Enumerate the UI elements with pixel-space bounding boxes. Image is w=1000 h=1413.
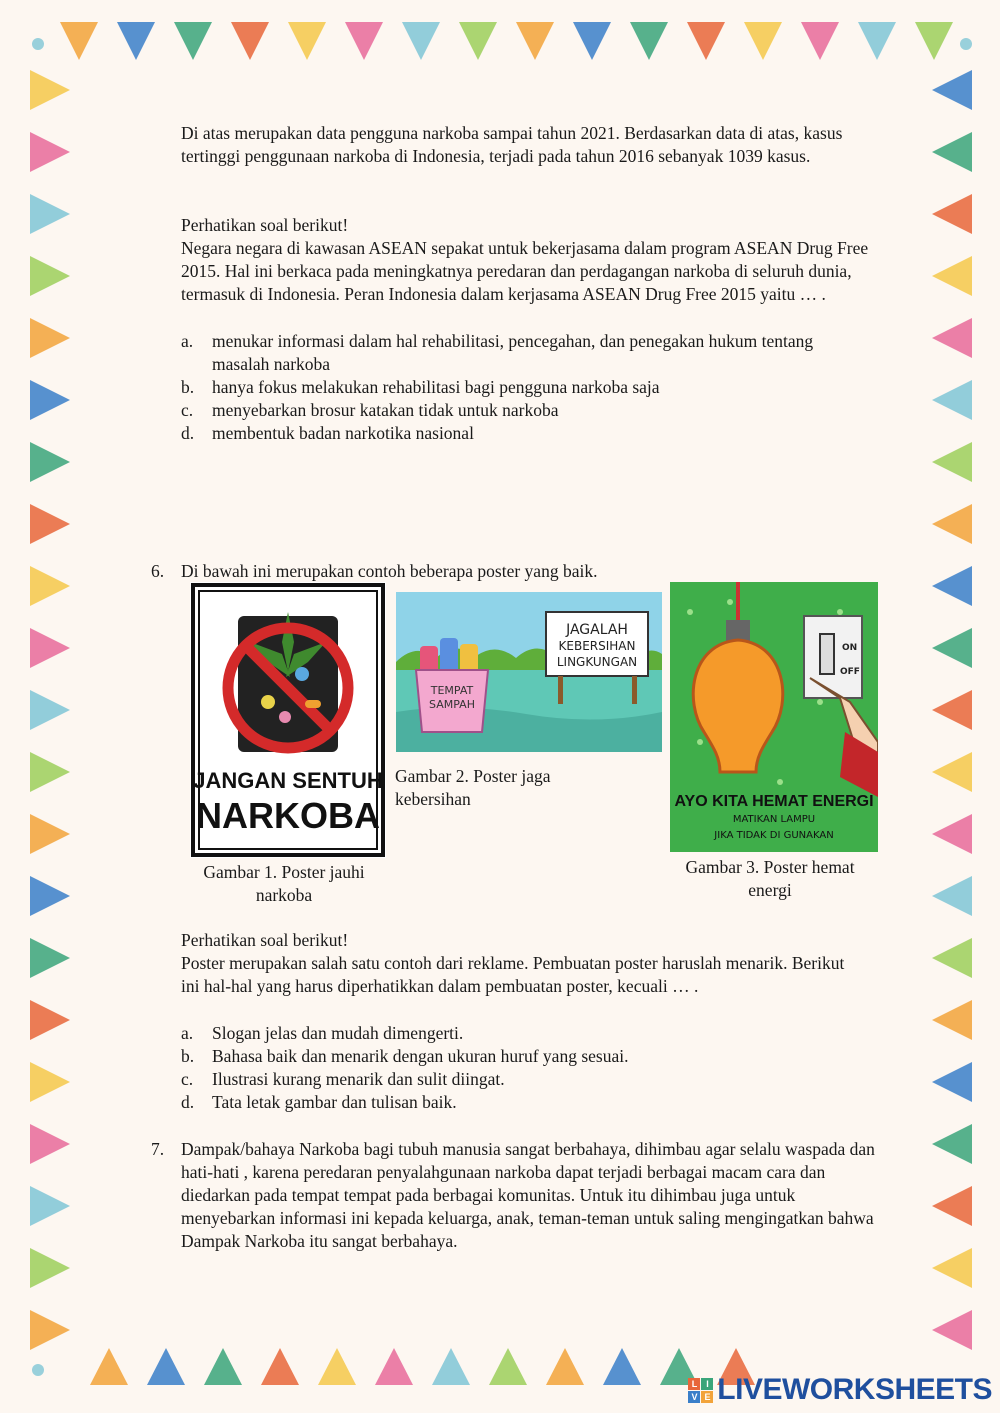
option-letter: b. <box>181 377 195 397</box>
border-triangle <box>489 1348 527 1385</box>
poster-narkoba <box>190 582 386 858</box>
border-triangle <box>30 1310 70 1350</box>
q6-question: Poster merupakan salah satu contoh dari reklame. Pembuatan poster haruslah menarik. Berikut ini hal-hal yang harus diperhatikkan dalam pembuatan poster, kecuali … . <box>181 953 845 996</box>
option-letter: c. <box>181 400 194 420</box>
liveworksheets-logo <box>688 1373 992 1407</box>
q6-option-b[interactable] <box>181 1045 861 1068</box>
border-triangle <box>30 132 70 172</box>
border-triangle <box>932 504 972 544</box>
q6-lead: Perhatikan soal berikut! <box>181 930 349 950</box>
border-triangle <box>932 628 972 668</box>
border-triangle <box>30 628 70 668</box>
option-letter: d. <box>181 1092 195 1112</box>
brand-name: LIVEWORKSHEETS <box>717 1373 992 1406</box>
border-triangle <box>573 22 611 60</box>
border-triangle <box>30 442 70 482</box>
q6-option-a[interactable] <box>181 1022 861 1045</box>
q5-option-b[interactable] <box>181 376 861 399</box>
poster2-sign-line1: JAGALAH <box>566 622 628 638</box>
border-triangle <box>30 318 70 358</box>
option-text: Bahasa baik dan menarik dengan ukuran huruf yang sesuai. <box>212 1046 629 1066</box>
poster2-bin-line1: TEMPAT <box>430 684 474 697</box>
poster3-line1: AYO KITA HEMAT ENERGI <box>674 793 874 810</box>
border-triangle <box>932 1310 972 1350</box>
border-triangle <box>459 22 497 60</box>
poster-kebersihan <box>396 592 662 752</box>
poster3-switch-on: ON <box>842 643 858 653</box>
border-triangle <box>30 1000 70 1040</box>
poster2-bin-line2: SAMPAH <box>429 698 475 711</box>
border-triangle <box>932 752 972 792</box>
border-triangle <box>117 22 155 60</box>
q6-text: Di bawah ini merupakan contoh beberapa poster yang baik. <box>181 561 598 581</box>
border-triangle <box>30 1062 70 1102</box>
option-letter: a. <box>181 331 194 351</box>
border-triangle <box>30 938 70 978</box>
border-triangle <box>318 1348 356 1385</box>
border-triangle <box>687 22 725 60</box>
border-triangle <box>30 814 70 854</box>
border-triangle <box>932 1186 972 1226</box>
border-triangle <box>204 1348 242 1385</box>
option-letter: b. <box>181 1046 195 1066</box>
border-triangle <box>932 814 972 854</box>
logo-letter: E <box>701 1391 713 1403</box>
border-triangle <box>932 256 972 296</box>
option-text: Ilustrasi kurang menarik dan sulit diingat. <box>212 1069 505 1089</box>
border-triangle <box>744 22 782 60</box>
q5-option-d[interactable] <box>181 422 861 445</box>
caption-gambar-2: Gambar 2. Poster jaga kebersihan <box>395 766 551 809</box>
border-triangle <box>147 1348 185 1385</box>
border-triangle <box>231 22 269 60</box>
option-text: membentuk badan narkotika nasional <box>212 423 474 443</box>
q5-lead: Perhatikan soal berikut! <box>181 215 349 235</box>
border-triangle <box>932 876 972 916</box>
poster1-line1: JANGAN SENTUH <box>193 768 383 793</box>
border-dot <box>960 38 972 50</box>
poster3-line3: JIKA TIDAK DI GUNAKAN <box>714 830 834 841</box>
q6-options <box>181 1022 861 1114</box>
poster2-sign-line3: LINGKUNGAN <box>556 655 638 669</box>
option-letter: c. <box>181 1069 194 1089</box>
border-triangle <box>375 1348 413 1385</box>
border-triangle <box>174 22 212 60</box>
border-triangle <box>30 70 70 110</box>
poster3-line2: MATIKAN LAMPU <box>732 814 816 825</box>
logo-letter: L <box>688 1378 700 1390</box>
poster2-sign-line2: KEBERSIHAN <box>558 639 636 653</box>
border-triangle <box>932 1000 972 1040</box>
border-triangle <box>30 566 70 606</box>
border-triangle <box>932 132 972 172</box>
poster1-line2: NARKOBA <box>196 795 380 836</box>
intro-paragraph: Di atas merupakan data pengguna narkoba sampai tahun 2021. Berdasarkan data di atas, kasus tertinggi penggunaan narkoba di Indonesia, terjadi pada tahun 2016 sebanyak 1039 kasus. <box>181 123 843 166</box>
q6-option-d[interactable] <box>181 1091 861 1114</box>
border-triangle <box>603 1348 641 1385</box>
poster3-switch-off: OFF <box>840 667 860 677</box>
border-triangle <box>90 1348 128 1385</box>
option-letter: d. <box>181 423 195 443</box>
border-triangle <box>932 690 972 730</box>
border-triangle <box>932 318 972 358</box>
border-triangle <box>30 1124 70 1164</box>
border-triangle <box>932 194 972 234</box>
border-triangle <box>630 22 668 60</box>
border-triangle <box>30 194 70 234</box>
option-letter: a. <box>181 1023 194 1043</box>
border-triangle <box>932 1062 972 1102</box>
border-triangle <box>932 380 972 420</box>
q5-option-a[interactable] <box>181 330 861 376</box>
caption-gambar-1: Gambar 1. Poster jauhi narkoba <box>203 862 365 905</box>
border-triangle <box>30 752 70 792</box>
q7-number: 7. <box>151 1139 165 1159</box>
border-triangle <box>30 1186 70 1226</box>
border-triangle <box>932 1124 972 1164</box>
border-triangle <box>858 22 896 60</box>
liveworksheets-logo-icon <box>688 1378 713 1403</box>
option-text: menyebarkan brosur katakan tidak untuk narkoba <box>212 400 559 420</box>
q5-options <box>181 330 861 445</box>
border-dot <box>32 1364 44 1376</box>
border-triangle <box>801 22 839 60</box>
border-triangle <box>546 1348 584 1385</box>
q5-text: Negara negara di kawasan ASEAN sepakat untuk bekerjasama dalam program ASEAN Drug Free 2015. Hal ini berkaca pada meningkatnya peredaran dan perdagangan narkoba di seluruh dunia, termasuk di Indonesia. Peran Indonesia dalam kerjasama ASEAN Drug Free 2015 yaitu … . <box>181 238 869 304</box>
border-triangle <box>30 504 70 544</box>
border-triangle <box>932 1248 972 1288</box>
logo-letter: I <box>701 1378 713 1390</box>
border-triangle <box>30 690 70 730</box>
border-triangle <box>932 566 972 606</box>
border-triangle <box>30 380 70 420</box>
q7-text: Dampak/bahaya Narkoba bagi tubuh manusia sangat berbahaya, dihimbau agar selalu waspada dan hati-hati , karena peredaran penyalahgunaan narkoba dapat terjadi berbagai macam cara dan diedarkan pada tempat tempat pada berbagai komunitas. Untuk itu dihimbau juga untuk menyebarkan informasi ini kepada keluarga, anak, teman-teman untuk saling mengingatkan bahwa Dampak Narkoba itu sangat berbahaya. <box>181 1139 875 1251</box>
border-triangle <box>915 22 953 60</box>
option-text: Slogan jelas dan mudah dimengerti. <box>212 1023 464 1043</box>
border-triangle <box>932 442 972 482</box>
border-triangle <box>345 22 383 60</box>
border-triangle <box>932 938 972 978</box>
border-triangle <box>261 1348 299 1385</box>
option-text: Tata letak gambar dan tulisan baik. <box>212 1092 457 1112</box>
border-triangle <box>432 1348 470 1385</box>
border-dot <box>32 38 44 50</box>
border-triangle <box>30 1248 70 1288</box>
poster-hemat-energi <box>670 582 878 852</box>
logo-letter: V <box>688 1391 700 1403</box>
border-triangle <box>30 256 70 296</box>
caption-gambar-3: Gambar 3. Poster hemat energi <box>685 857 855 900</box>
border-triangle <box>30 876 70 916</box>
option-text: hanya fokus melakukan rehabilitasi bagi pengguna narkoba saja <box>212 377 660 397</box>
border-triangle <box>402 22 440 60</box>
option-text: menukar informasi dalam hal rehabilitasi, pencegahan, dan penegakan hukum tentang masalah narkoba <box>212 331 814 374</box>
q6-option-c[interactable] <box>181 1068 861 1091</box>
q6-number: 6. <box>151 561 165 581</box>
border-triangle <box>932 70 972 110</box>
border-triangle <box>516 22 554 60</box>
q5-option-c[interactable] <box>181 399 861 422</box>
border-triangle <box>288 22 326 60</box>
border-triangle <box>60 22 98 60</box>
